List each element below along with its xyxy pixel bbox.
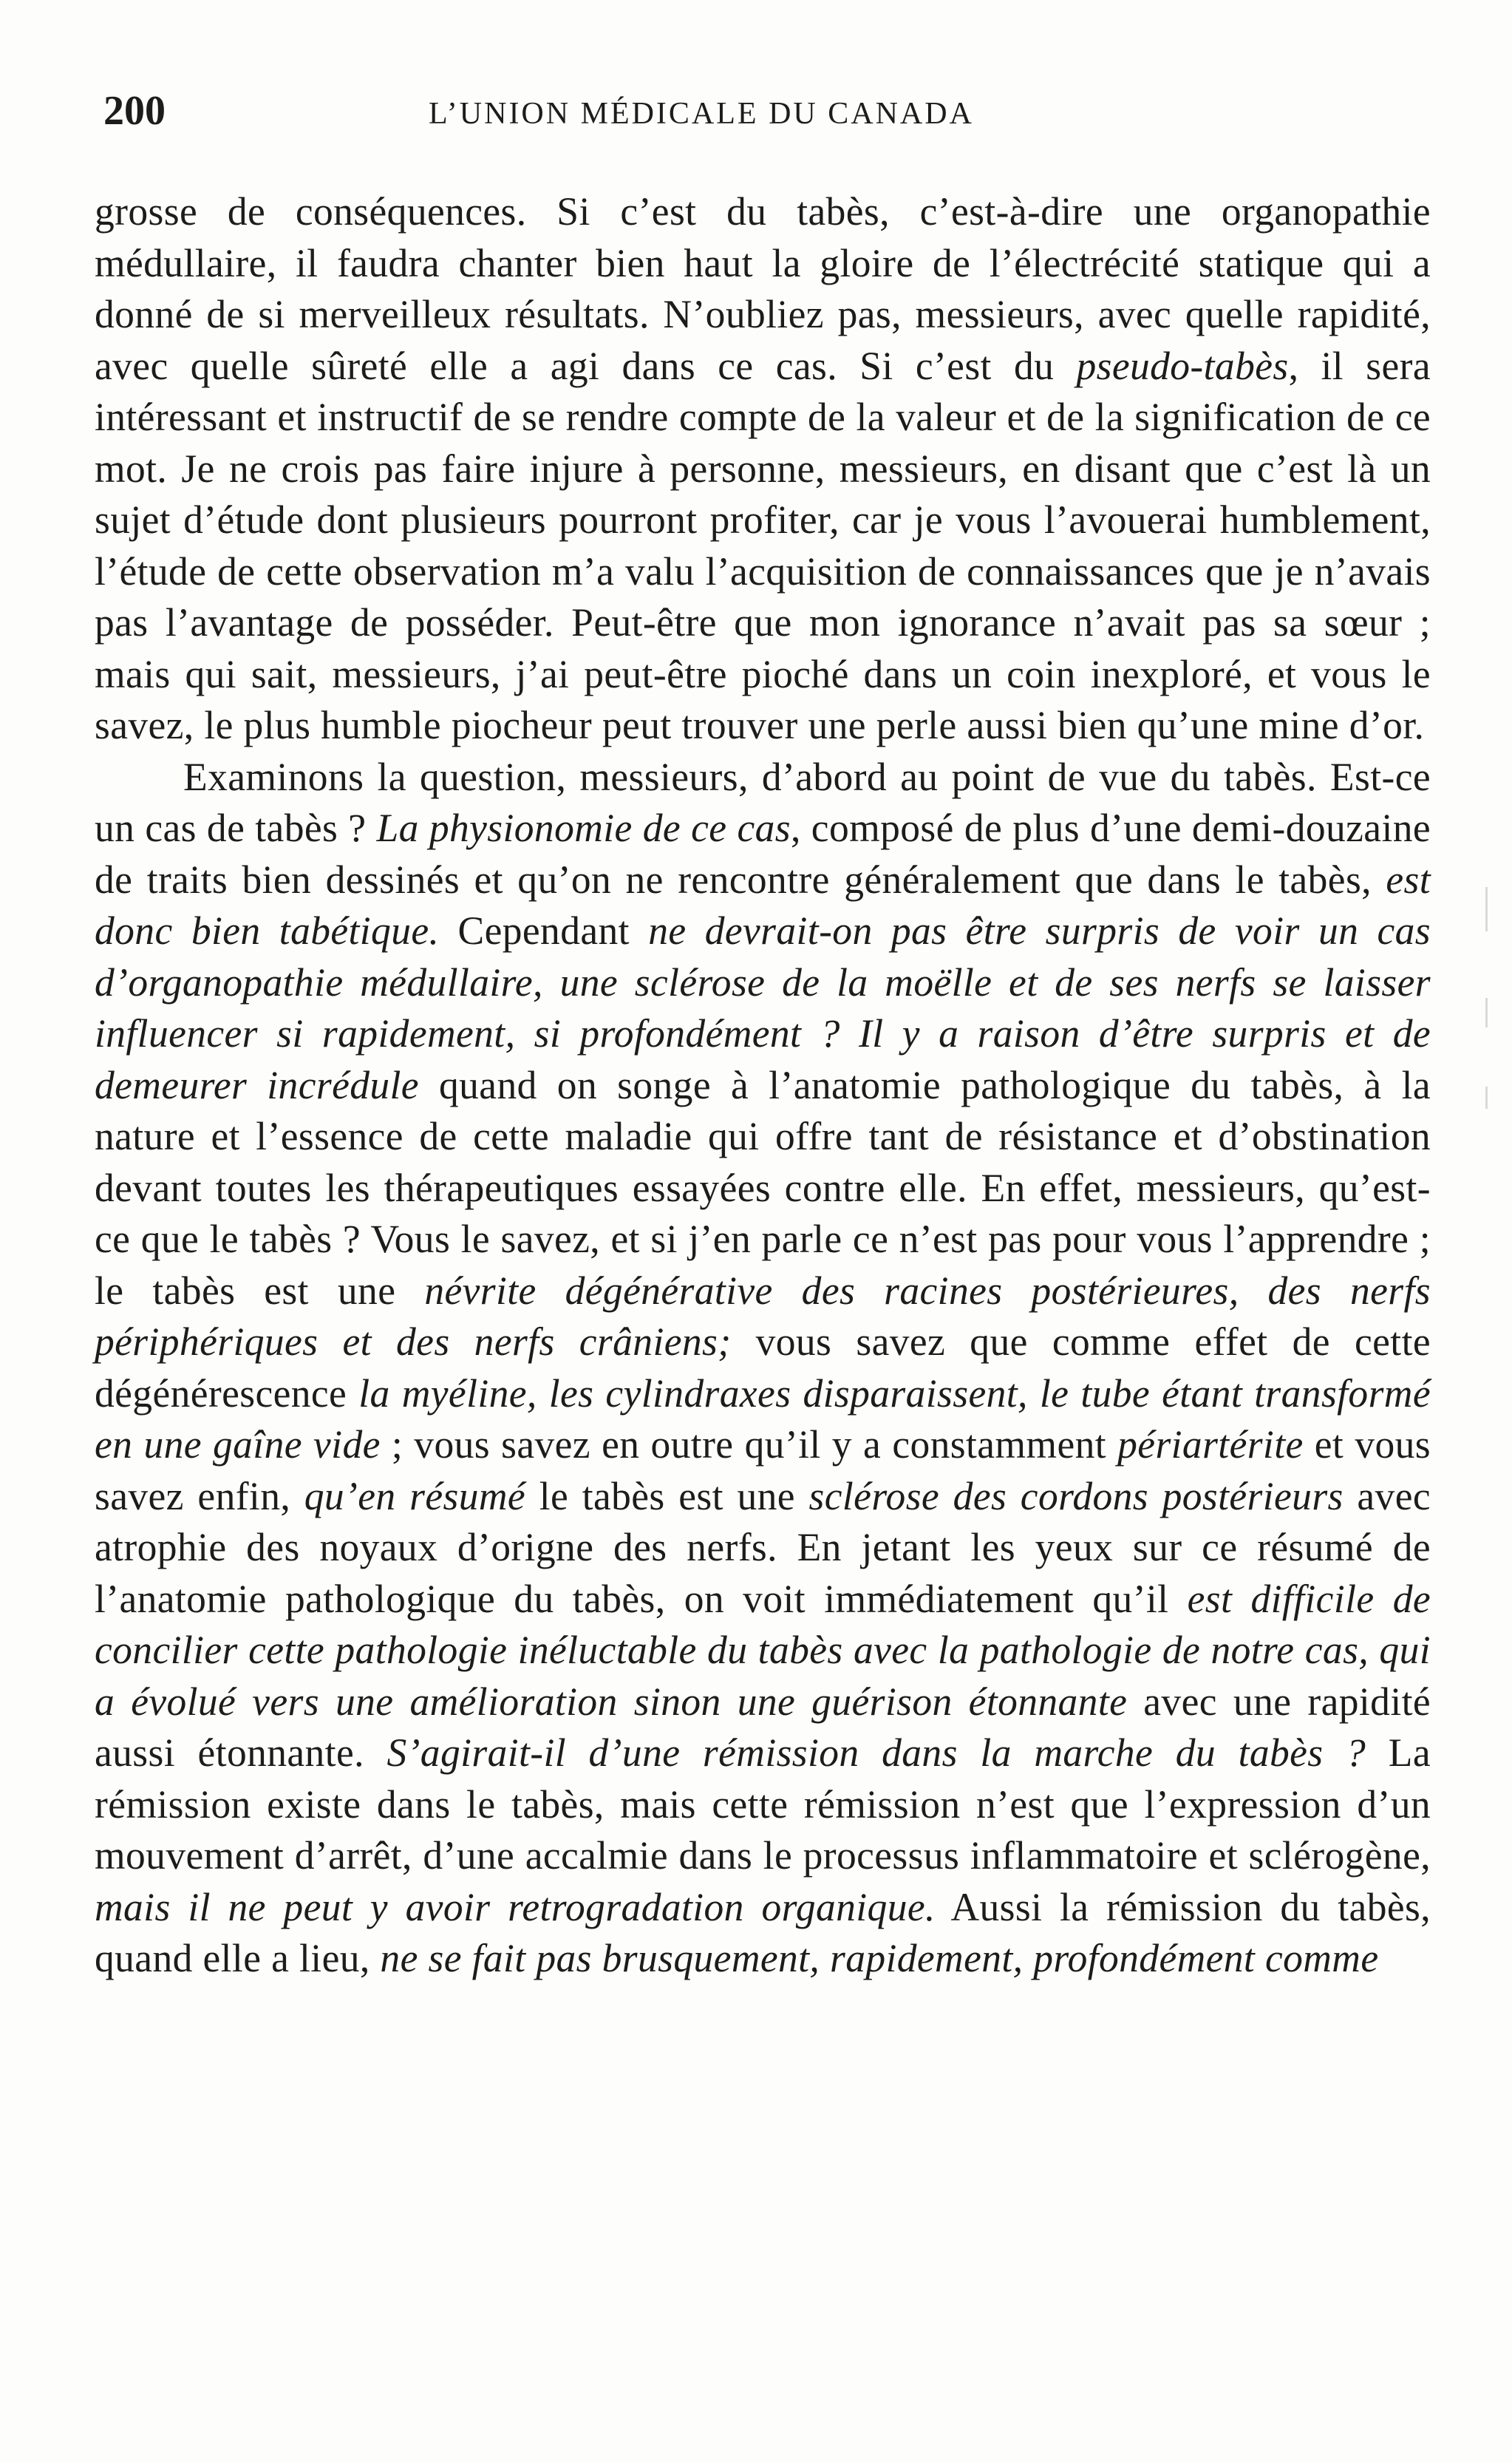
scan-margin-mark [1485,998,1488,1027]
italic-run: pseudo-tabès [1076,343,1289,388]
text-run: avec une rapidité aussi étonnante. [95,1679,1431,1775]
italic-run: ne devrait-on pas être surpris de voir un cas d’organopathie médullaire, une sclérose de la moëlle et de ses nerfs se laisser influencer si rapidement, si profondément ? Il y a raison d’être surpris et de demeurer incrédule [95,908,1431,1107]
italic-run: qu’en résumé [304,1473,526,1518]
italic-run: ne se fait pas brusquement, rapidement, profondément comme [380,1936,1379,1980]
text-run: vous savez que comme effet de cette dégénérescence [95,1319,1431,1416]
italic-run: est donc bien tabétique. [95,857,1431,953]
paragraph-2 [95,752,1431,1985]
text-run: La rémission existe dans le tabès, mais cette rémission n’est que l’expression d’un mouvement d’arrêt, d’une accalmie dans le processus inflammatoire et sclérogène, [95,1730,1431,1878]
article-body [95,186,1431,1985]
text-run: et vous savez enfin, [95,1422,1431,1518]
italic-run: mais il ne peut y avoir retrogradation organique. [95,1884,936,1929]
italic-run: la myéline, les cylindraxes disparaissent, le tube étant transformé en une gaîne vide [95,1370,1431,1467]
scan-margin-mark [1485,887,1488,931]
text-run: ; vous savez en outre qu’il y a constamment [380,1422,1118,1467]
text-run: , il sera intéressant et instructif de se rendre compte de la valeur et de la signification de ce mot. Je ne crois pas faire injure à personne, messieurs, en disant que c’est là un sujet d’étude dont plusieurs pourront profiter, car je vous l’avouerai humblement, l’étude de cette observation m’a valu l’acquisition de connaissances que je n’avais pas l’avantage de posséder. Peut-être que mon ignorance n’avait pas sa sœur ; mais qui sait, messieurs, j’ai peut-être pioché dans un coin inexploré, et vous le savez, le plus humble piocheur peut trouver une perle aussi bien qu’une mine d’or. [95,343,1431,747]
text-run: Examinons la question, messieurs, d’abord au point de vue du tabès. Est-ce un cas de tabès ? [95,754,1431,850]
scan-margin-mark [1485,1087,1488,1109]
italic-run: est difficile de concilier cette pathologie inéluctable du tabès avec la pathologie de notre cas, qui a évolué vers une amélioration sinon une guérison étonnante [95,1576,1431,1724]
journal-title: L’UNION MÉDICALE DU CANADA [429,97,974,131]
text-run: avec atrophie des noyaux d’origne des nerfs. En jetant les yeux sur ce résumé de l’anatomie pathologique du tabès, on voit immédiatement qu’il [95,1473,1431,1621]
text-run: , composé de plus d’une demi-douzaine de traits bien dessinés et qu’on ne rencontre généralement que dans le tabès, [95,806,1431,902]
text-run: quand on songe à l’anatomie pathologique du tabès, à la nature et l’essence de cette maladie qui offre tant de résistance et d’obstination devant toutes les thérapeutiques essayées contre elle. En effet, messieurs, qu’est-ce que le tabès ? Vous le savez, et si j’en parle ce n’est pas pour vous l’apprendre ; le tabès est une [95,1062,1431,1313]
running-head [103,87,1456,146]
page-number: 200 [103,88,166,134]
italic-run: S’agirait-il d’une rémission dans la marche du tabès ? [386,1730,1366,1775]
italic-run: La physionomie de ce cas [376,806,791,850]
italic-run: névrite dégénérative des racines postérieures, des nerfs périphériques et des nerfs crâniens; [95,1268,1431,1364]
text-run: grosse de conséquences. Si c’est du tabès, c’est-à-dire une organopathie médullaire, il faudra chanter bien haut la gloire de l’électrécité statique qui a donné de si merveilleux résultats. N’oubliez pas, messieurs, avec quelle rapidité, avec quelle sûreté elle a agi dans ce cas. Si c’est du [95,189,1431,388]
text-run: Cependant [439,908,649,953]
paragraph-1 [95,186,1431,752]
text-run: Aussi la rémission du tabès, quand elle a lieu, [95,1884,1431,1980]
italic-run: périartérite [1117,1422,1304,1467]
text-run: le tabès est une [525,1473,809,1518]
italic-run: sclérose des cordons postérieurs [808,1473,1344,1518]
